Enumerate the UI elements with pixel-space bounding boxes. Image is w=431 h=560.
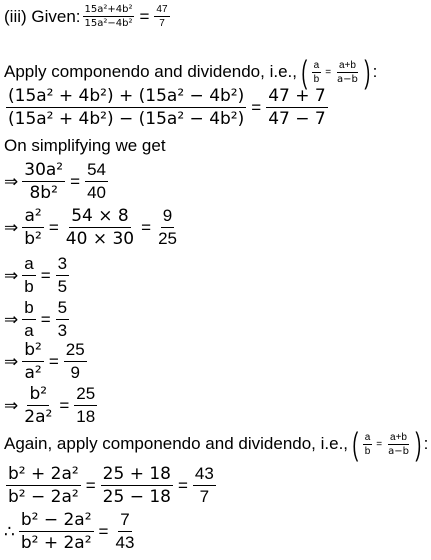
given-rhs-numerator: 47 xyxy=(156,4,168,15)
rule-suffix: : xyxy=(372,62,378,81)
rule-rhs-numerator: a+b xyxy=(338,59,356,71)
final-denominator: b² + 2a² xyxy=(20,533,92,553)
step-fraction xyxy=(74,384,97,427)
step-numerator: 5 xyxy=(56,298,69,320)
step-fraction xyxy=(22,206,44,249)
apply-rule-line xyxy=(4,56,377,88)
step1-denominator: (15a² + 4b²) − (15a² − 4b²) xyxy=(8,109,245,129)
rule-fraction-right xyxy=(386,432,411,457)
step2-fraction xyxy=(6,464,81,507)
step-numerator: 30a² xyxy=(24,160,64,180)
step-numerator: 25 xyxy=(64,340,87,362)
step2-fraction xyxy=(101,464,173,507)
step-line-5 xyxy=(4,340,89,383)
step-fraction xyxy=(22,384,54,427)
rule-denominator: b xyxy=(364,445,371,457)
given-rhs-denominator: 7 xyxy=(159,18,165,29)
step1-fraction-left xyxy=(6,86,246,129)
step-fraction xyxy=(85,160,108,203)
step-numerator: 9 xyxy=(161,206,174,228)
step-numerator: b² xyxy=(24,340,42,360)
equals-sign: = xyxy=(139,6,150,26)
step-denominator: 18 xyxy=(76,407,96,426)
final-numerator: b² − 2a² xyxy=(20,510,92,530)
step-numerator: b² xyxy=(29,384,48,404)
rule-formula: ( $\frac{a}{b}$ = $\frac{a+b}{a-b}$ ) xyxy=(301,54,371,90)
rule-fraction-left xyxy=(312,60,322,85)
rule-numerator: a xyxy=(364,431,371,443)
step2-denominator: 25 − 18 xyxy=(102,487,171,507)
rule-fraction-left xyxy=(363,432,373,457)
rule-denominator: b xyxy=(313,73,320,85)
rule-numerator: a xyxy=(313,59,320,71)
implies-arrow: ⇒ xyxy=(4,217,19,238)
step-denominator: b xyxy=(24,277,34,296)
given-fraction-left xyxy=(83,4,135,29)
step-numerator: b xyxy=(22,298,35,320)
step-fraction xyxy=(56,254,69,297)
equals-sign: = xyxy=(48,351,59,371)
step-numerator: 54 × 8 xyxy=(71,206,129,226)
step-denominator: 40 × 30 xyxy=(65,229,135,249)
final-denominator: 43 xyxy=(115,533,135,552)
step-fraction xyxy=(22,254,35,297)
step-line-6 xyxy=(4,384,99,427)
step-numerator: 25 xyxy=(74,384,97,406)
equals-sign: = xyxy=(98,521,109,541)
step2-denominator: b² − 2a² xyxy=(8,487,79,507)
step-fraction xyxy=(22,298,35,341)
given-denominator: 15a²−4b² xyxy=(84,18,133,29)
rule-rhs-denominator: a−b xyxy=(388,445,409,457)
step-numerator: a xyxy=(22,254,35,276)
step-line-4 xyxy=(4,298,71,341)
equals-sign: = xyxy=(141,217,152,237)
rule-equals-sign: = xyxy=(325,66,332,78)
implies-arrow: ⇒ xyxy=(4,265,19,286)
step-numerator: 3 xyxy=(56,254,69,276)
rule-rhs-numerator: a+b xyxy=(390,431,407,443)
step-denominator: 2a² xyxy=(24,407,53,427)
step-denominator: a xyxy=(24,321,34,340)
final-result-line xyxy=(4,510,138,553)
apply-rule-text: Apply componendo and dividendo, i.e., xyxy=(4,62,297,81)
step2-numerator: 43 xyxy=(193,464,216,486)
step-fraction xyxy=(22,160,65,203)
step1-fraction-right xyxy=(266,86,328,129)
step1-rhs-numerator: 47 + 7 xyxy=(268,86,326,106)
implies-arrow: ⇒ xyxy=(4,395,19,416)
step-denominator: 9 xyxy=(70,363,80,382)
implies-arrow: ⇒ xyxy=(4,351,19,372)
step-denominator: 40 xyxy=(87,183,106,202)
step-denominator: 25 xyxy=(158,229,177,248)
equals-sign: = xyxy=(40,309,51,329)
step1-numerator: (15a² + 4b²) + (15a² − 4b²) xyxy=(8,86,245,106)
equals-sign: = xyxy=(70,171,81,191)
simplify-line xyxy=(4,136,166,156)
rule-fraction-right xyxy=(335,60,360,85)
equals-sign: = xyxy=(177,475,188,495)
equals-sign: = xyxy=(85,475,96,495)
componendo-step-line xyxy=(4,86,330,129)
simplify-text: On simplifying we get xyxy=(4,136,166,155)
rule-formula: ( $\frac{a}{b}$ = $\frac{a+b}{a-b}$ ) xyxy=(352,426,422,462)
therefore-symbol: ∴ xyxy=(4,521,15,542)
final-numerator: 7 xyxy=(118,510,131,532)
step-denominator: b² xyxy=(24,229,42,249)
given-fraction-right xyxy=(154,4,169,29)
implies-arrow: ⇒ xyxy=(4,171,19,192)
equals-sign: = xyxy=(59,395,70,415)
step2-numerator: b² + 2a² xyxy=(8,464,79,484)
step-numerator: a² xyxy=(24,206,42,226)
step-denominator: 3 xyxy=(57,321,68,340)
final-fraction xyxy=(19,510,94,553)
apply-rule-again-text: Again, apply componendo and dividendo, i.e., xyxy=(4,434,349,453)
step2-numerator: 25 + 18 xyxy=(102,464,171,484)
componendo-step-2-line xyxy=(4,464,218,507)
rule-equals-sign: = xyxy=(376,438,383,450)
rule-suffix: : xyxy=(423,434,429,453)
step-fraction xyxy=(64,206,136,249)
equals-sign: = xyxy=(48,217,59,237)
step-line-1 xyxy=(4,160,110,203)
given-label: (iii) Given: xyxy=(4,6,81,26)
final-fraction xyxy=(113,510,136,553)
step-numerator: 54 xyxy=(85,160,108,182)
step-denominator: a² xyxy=(24,363,42,383)
implies-arrow: ⇒ xyxy=(4,309,19,330)
equals-sign: = xyxy=(251,97,262,117)
step-denominator: 8b² xyxy=(29,183,58,203)
step2-denominator: 7 xyxy=(199,487,210,506)
given-line xyxy=(4,4,172,29)
step2-fraction xyxy=(193,464,216,507)
equals-sign: = xyxy=(40,265,51,285)
apply-rule-again-line xyxy=(4,428,428,460)
step-fraction xyxy=(156,206,179,249)
step-fraction xyxy=(64,340,87,383)
given-numerator: 15a²+4b² xyxy=(84,4,133,15)
step-fraction xyxy=(56,298,69,341)
step-line-3 xyxy=(4,254,71,297)
step1-rhs-denominator: 47 − 7 xyxy=(268,109,326,129)
rule-rhs-denominator: a−b xyxy=(337,73,358,85)
step-denominator: 5 xyxy=(57,277,68,296)
step-line-2 xyxy=(4,206,181,249)
step-fraction xyxy=(22,340,44,383)
